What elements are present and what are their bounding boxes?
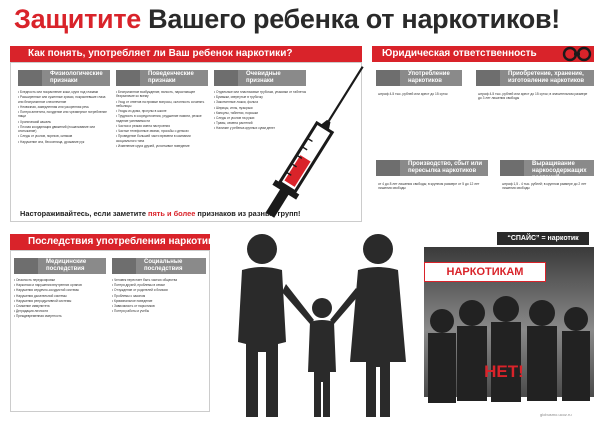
sign-col-2-label: Поведенческие признаки — [116, 70, 208, 86]
legal-header-text: Юридическая ответственность — [382, 48, 537, 59]
cons-col-1-list — [14, 278, 106, 408]
list-item: • Следы от уколов, порезов, синяков — [18, 134, 110, 138]
sign-col-1-list — [18, 90, 110, 206]
list-item: • Нарушение сна, бессонница, дрожание рук — [18, 140, 110, 144]
list-item: • Снижение иммунитета — [14, 304, 106, 308]
sign-col-3-label: Очевидные признаки — [214, 70, 306, 86]
title-part2: Вашего ребенка от наркотиков! — [140, 4, 560, 34]
list-item: • Плохая координация движений (пошатывание или спотыкание) — [18, 125, 110, 134]
list-item: • Потеря друзей, проблемы в семье — [112, 283, 206, 287]
teen-icon — [116, 70, 140, 86]
legal-box-3-text: от 4 до 8 лет лишения свободы; в крупном размере от 5 до 12 лет лишения свободы — [378, 182, 480, 191]
consequences-header-text: Последствия употребления наркотиков — [28, 236, 226, 247]
syringe-small-icon — [214, 70, 238, 86]
list-item: • Уходы из дома, прогулы в школе — [116, 109, 208, 113]
legal-box-2-text: штраф 4-5 тыс. рублей или арест до 15 суток; в значительном размере до 3 лет лишения свободы — [478, 92, 588, 101]
list-item: • Деградация личности — [14, 309, 106, 313]
legal-box-4-text: штраф 1,5 - 4 тыс. рублей; в крупном размере до 2 лет лишения свободы — [502, 182, 587, 191]
list-item: • Расширенные или суженные зрачки, покрасневшие глаза или беспричинное слезотечение — [18, 95, 110, 104]
list-item: • Несвязная, замедленная или ускоренная речь — [18, 105, 110, 109]
list-item: • Шприцы, иглы, пузырьки — [214, 106, 306, 110]
spais-label: “СПАЙС” = наркотик — [497, 232, 589, 245]
list-item: • Нарушения репродуктивной системы — [14, 299, 106, 303]
list-item: • Проблемы с законом — [112, 294, 206, 298]
cons-col-2-label: Социальные последствия — [112, 258, 206, 274]
page-title — [14, 4, 594, 38]
list-item: • Отчуждение от родителей и близких — [112, 288, 206, 292]
list-item: • Следы от уколов на руках — [214, 116, 306, 120]
cons-col-1-label: Медицинские последствия — [14, 258, 106, 274]
list-item: • Потеря аппетита, похудение или чрезмерное потребление пищи — [18, 110, 110, 119]
list-item: • Нарушения сердечно-сосудистой системы — [14, 288, 106, 292]
body-icon — [14, 258, 38, 274]
list-item: • Изменение круга друзей, уклончивое поведение — [116, 144, 208, 148]
list-item: • Капсулы, таблетки, порошки — [214, 111, 306, 115]
legal-box-3-label: Производство, сбыт или пересылка наркотиков — [376, 160, 488, 176]
banner-highlight: пять и более — [148, 209, 196, 218]
legal-box-1-label: Употребление наркотиков — [376, 70, 462, 86]
list-item: • Трудность в сосредоточении, ухудшение памяти, резкое падение успеваемости — [116, 114, 208, 123]
hands-icon — [112, 258, 136, 274]
consequences-header — [10, 234, 226, 250]
plant-icon — [500, 160, 524, 176]
legal-box-2-label: Приобретение, хранение, изготовление наркотиков — [476, 70, 594, 86]
list-item: • Частые телефонные звонки, просьбы о деньгах — [116, 129, 208, 133]
sign-col-1-label: Физиологические признаки — [18, 70, 110, 86]
list-item: • Наркотики и нарушения внутренних органов — [14, 283, 106, 287]
syringe-icon — [250, 38, 380, 248]
list-item: • Частая и резкая смена настроения — [116, 124, 208, 128]
list-item: • Беспричинное возбуждение, вялость, нарастающее безразличие ко всему — [116, 90, 208, 99]
list-item: • Криминальное поведение — [112, 299, 206, 303]
list-item: • Опасность передозировки — [14, 278, 106, 282]
powder-icon — [476, 70, 500, 86]
legal-header — [372, 46, 594, 62]
title-part1: Защитите — [14, 4, 141, 34]
list-item: • Человек перестает быть частью общества — [112, 278, 206, 282]
signs-header-text: Как понять, употребляет ли Ваш ребенок наркотики? — [28, 48, 293, 59]
list-item: • Нарушения дыхательной системы — [14, 294, 106, 298]
net-label: НЕТ! — [484, 362, 524, 381]
legal-box-4-label: Выращивание наркосодержащих растений — [500, 160, 594, 176]
list-item: • Бледность или покраснение кожи, круги под глазами — [18, 90, 110, 94]
nark-label: НАРКОТИКАМ — [424, 262, 546, 282]
handcuffs-icon — [562, 44, 592, 64]
list-item: • Потеря работы и учебы — [112, 309, 206, 313]
family-silhouette-icon — [222, 232, 412, 418]
banner-prefix: Настораживайтесь, если заметите — [20, 209, 149, 218]
face-icon — [18, 70, 42, 86]
list-item: • Хронический кашель — [18, 120, 110, 124]
list-item: • Бумажки, свернутые в трубочку — [214, 95, 306, 99]
list-item: • Проведение большей части времени в компании асоциального типа — [116, 134, 208, 143]
legal-box-1-text: штраф 4-5 тыс. рублей или арест до 15 суток — [378, 92, 448, 96]
list-item: • Зависимость от наркотиков — [112, 304, 206, 308]
list-item: • Травы, семена растений — [214, 121, 306, 125]
list-item: • Наличие у ребенка крупных сумм денег — [214, 126, 306, 130]
list-item: • Преждевременная смертность — [14, 314, 106, 318]
list-item: • Отдельные или пластиковые трубочки, упаковки от таблеток — [214, 90, 306, 94]
list-item: • Уход от ответов на прямые вопросы, склонность сочинять небылицы — [116, 100, 208, 109]
cons-col-2-list — [112, 278, 206, 408]
banner-suffix: признаков из разных групп! — [195, 209, 301, 218]
sign-col-2-list — [116, 90, 208, 206]
footer-url: globusmo.ucoz.ru — [540, 412, 572, 417]
list-item: • Закопченные ложки, фольга — [214, 100, 306, 104]
